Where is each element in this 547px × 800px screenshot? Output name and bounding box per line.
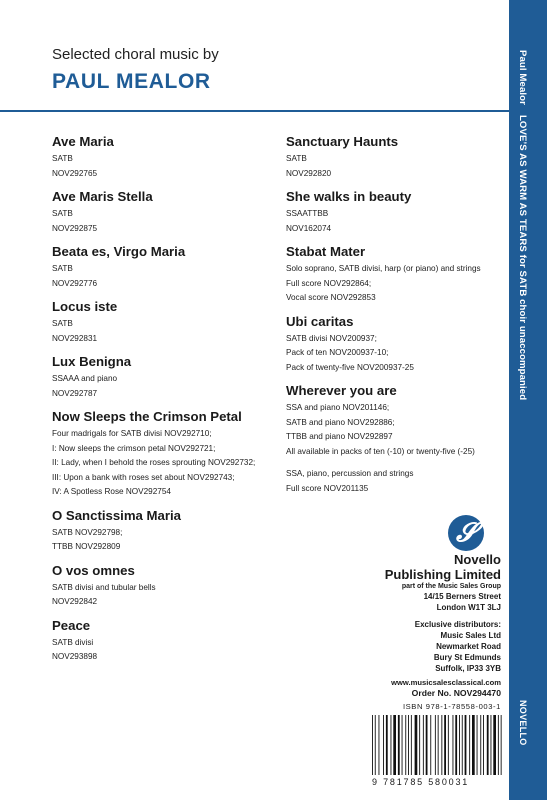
work-detail: SSAAA and piano [52, 374, 118, 383]
work-entry [286, 314, 506, 376]
work-title: Ubi caritas [286, 313, 354, 329]
work-detail: SATB NOV292798; [52, 527, 123, 537]
work-detail: SATB [52, 154, 73, 163]
barcode-digits: 9 781785 580031 [372, 777, 470, 787]
work-title: Locus iste [52, 299, 118, 314]
barcode [370, 715, 505, 779]
work-detail: NOV292776 [52, 278, 98, 288]
publisher-address-2: London W1T 3LJ [436, 603, 501, 612]
work-detail: SATB [52, 209, 73, 218]
work-title: O vos omnes [52, 562, 135, 578]
distributors-label: Exclusive distributors: [414, 620, 501, 629]
distributor-line-2: Newmarket Road [436, 642, 501, 651]
work-title: Sanctuary Haunts [286, 134, 399, 149]
work-detail: II: Lady, when I behold the roses sprouting NOV292732; [52, 458, 256, 467]
works-list-left [52, 134, 277, 673]
work-entry [52, 299, 277, 346]
work-detail: Full score NOV292864; [286, 278, 372, 288]
work-detail: TTBB NOV292809 [52, 542, 121, 551]
work-title: Beata es, Virgo Maria [52, 244, 186, 259]
work-entry [52, 409, 277, 500]
order-number: Order No. NOV294470 [411, 688, 501, 698]
distributor-line-3: Bury St Edmunds [433, 653, 501, 662]
spine-work-title: LOVE’S AS WARM AS TEARS for SATB choir unaccompanied [517, 114, 528, 401]
composer-name: PAUL MEALOR [52, 70, 211, 93]
header-subtitle: Selected choral music by [52, 46, 219, 63]
work-detail: NOV292787 [52, 388, 98, 398]
work-entry [286, 189, 506, 236]
work-detail: NOV292842 [52, 597, 98, 606]
work-detail: Vocal score NOV292853 [286, 293, 376, 302]
work-title: Ave Maris Stella [52, 189, 153, 204]
work-detail: SSA, piano, percussion and strings [286, 469, 414, 478]
work-detail: SATB [52, 264, 73, 273]
work-detail: Full score NOV201135 [286, 483, 369, 493]
work-title: She walks in beauty [286, 189, 412, 204]
work-detail [286, 459, 506, 467]
work-entry [52, 189, 277, 236]
spine-title [517, 50, 528, 570]
work-detail: NOV292875 [52, 223, 98, 233]
work-entry [52, 508, 277, 555]
isbn: ISBN 978-1-78558-003-1 [402, 702, 501, 711]
work-entry [286, 134, 506, 181]
spine-publisher: NOVELLO [518, 700, 528, 746]
publisher-group: part of the Music Sales Group [401, 583, 501, 590]
work-detail: III: Upon a bank with roses set about NOV292743; [52, 472, 235, 482]
publisher-website: www.musicsalesclassical.com [391, 678, 501, 687]
work-detail: NOV292831 [52, 333, 98, 343]
work-detail: SATB divisi NOV200937; [286, 333, 377, 343]
work-entry [286, 383, 506, 496]
work-detail: IV: A Spotless Rose NOV292754 [52, 487, 171, 496]
work-detail: Solo soprano, SATB divisi, harp (or piano) and strings [286, 264, 481, 273]
work-detail: I: Now sleeps the crimson petal NOV292721; [52, 443, 216, 453]
work-detail: Pack of twenty-five NOV200937-25 [286, 362, 414, 372]
work-entry [286, 244, 506, 306]
header-divider [0, 110, 509, 112]
work-detail: NOV292820 [286, 168, 332, 178]
work-detail: SATB and piano NOV292886; [286, 417, 395, 427]
publisher-address-1: 14/15 Berners Street [423, 592, 501, 601]
work-title: O Sanctissima Maria [52, 507, 182, 523]
work-detail: TTBB and piano NOV292897 [286, 432, 393, 441]
work-detail: SATB [286, 154, 307, 163]
work-detail: SATB divisi and tubular bells [52, 582, 156, 592]
publisher-name-line1: Novello [454, 552, 501, 567]
novello-logo-icon: 𝓢 [448, 515, 484, 551]
work-entry [52, 354, 277, 401]
work-detail: Pack of ten NOV200937-10; [286, 348, 389, 357]
work-detail: NOV292765 [52, 168, 98, 178]
work-detail: SATB divisi [52, 637, 94, 647]
spine-composer: Paul Mealor [517, 50, 528, 105]
work-title: Stabat Mater [286, 244, 366, 259]
spine [509, 0, 547, 800]
work-detail: SSA and piano NOV201146; [286, 403, 390, 412]
work-entry [52, 244, 277, 291]
work-title: Peace [52, 617, 91, 633]
distributor-line-1: Music Sales Ltd [440, 631, 501, 640]
work-entry [52, 134, 277, 181]
distributor-line-4: Suffolk, IP33 3YB [435, 664, 501, 673]
work-detail: SATB [52, 319, 73, 328]
work-detail: NOV293898 [52, 652, 98, 661]
work-title: Lux Benigna [52, 354, 132, 369]
work-entry [52, 618, 277, 665]
work-detail: Four madrigals for SATB divisi NOV292710; [52, 429, 212, 438]
work-detail: NOV162074 [286, 223, 332, 233]
works-list-right [286, 134, 506, 504]
publisher-name-line2: Publishing Limited [384, 567, 501, 582]
work-title: Now Sleeps the Crimson Petal [52, 409, 242, 424]
work-title: Wherever you are [286, 383, 397, 398]
work-detail: All available in packs of ten (-10) or twenty-five (-25) [286, 446, 475, 456]
work-entry [52, 563, 277, 610]
work-title: Ave Maria [52, 134, 114, 149]
work-detail: SSAATTBB [286, 209, 329, 218]
